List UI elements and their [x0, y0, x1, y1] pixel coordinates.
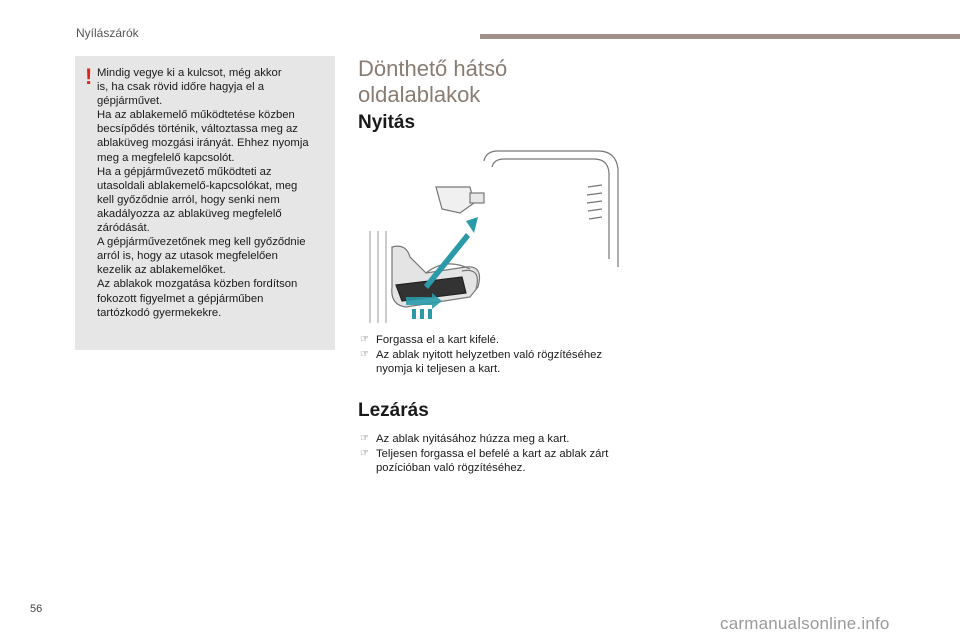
window-latch-illustration [366, 147, 620, 323]
section-title: Dönthető hátsó oldalablakok [358, 56, 508, 107]
list-item: ☞ Az ablak nyitott helyzetben való rögzítéséhez nyomja ki teljesen a kart. [360, 348, 603, 375]
site-watermark: carmanualsonline.info [720, 614, 890, 633]
list-item: ☞ Az ablak nyitásához húzza meg a kart. [360, 433, 570, 445]
list-item: ☞ Forgassa el a kart kifelé. [360, 334, 500, 346]
opening-steps [360, 333, 620, 377]
opening-heading: Nyitás [358, 112, 416, 133]
header-accent-bar [480, 34, 960, 39]
page-number: 56 [30, 603, 43, 615]
closing-steps [360, 432, 620, 476]
chapter-title: Nyílászárók [76, 26, 139, 40]
closing-heading: Lezárás [358, 400, 429, 421]
warning-exclamation-icon: ! [85, 64, 93, 89]
pointer-hand-icon: ☞ [360, 447, 369, 459]
warning-box [75, 56, 335, 350]
pointer-hand-icon: ☞ [360, 334, 369, 345]
list-item: ☞ Teljesen forgassa el befelé a kart az ablak zárt pozícióban való rögzítéséhez. [360, 447, 609, 474]
warning-text: Mindig vegye ki a kulcsot, még akkor is, ha csak rövid időre hagyja el a gépjárművet. Ha az ablakemelő működtetése közben becsípődés történik, változtassa meg az ablaküveg mozgási irányát. Ehhez nyomja meg a megfelelő kapcsolót. Ha a gépjárművezető működteti az utasoldali ablakemelő-kapcsolókat, meg kell győződnie arról, hogy senki nem akadályozza az ablaküveg megfelelő záródását. A gépjárművezetőnek meg kell győződnie arról is, hogy az utasok megfelelően kezelik az ablakemelőket. Az ablakok mozgatása közben fordítson fokozott figyelmet a gépjárműben tartózkodó gyermekekre. [97, 67, 309, 319]
pointer-hand-icon: ☞ [360, 433, 369, 444]
pointer-hand-icon: ☞ [360, 348, 369, 360]
